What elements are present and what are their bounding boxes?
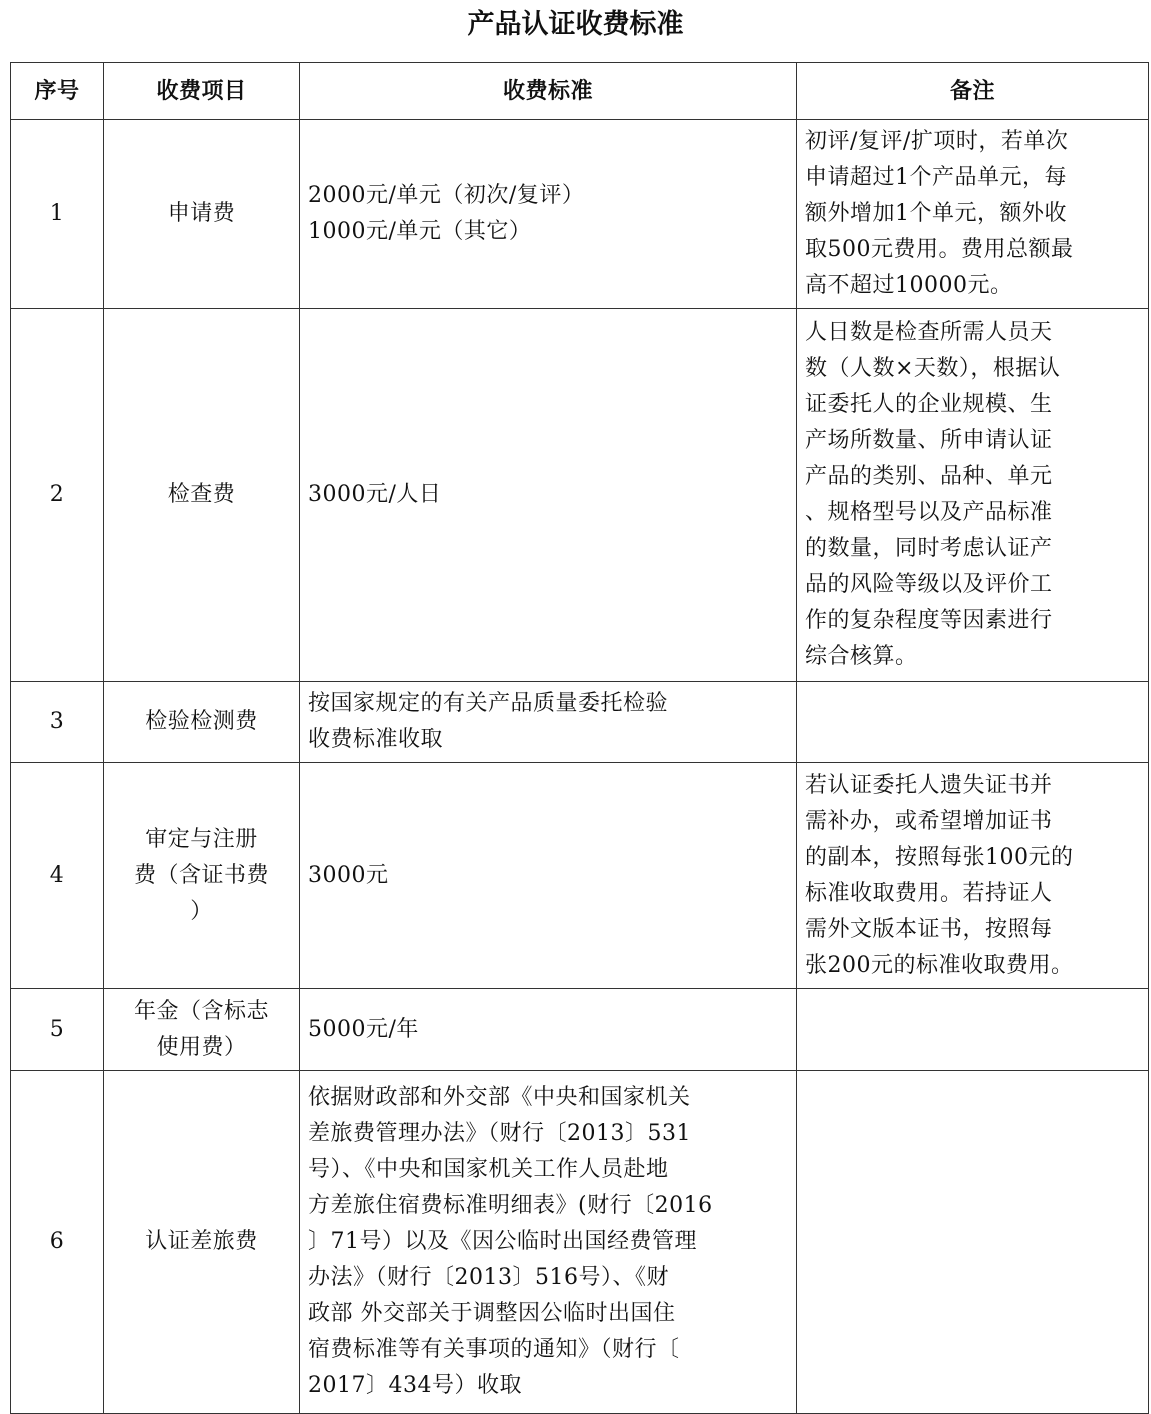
fee-note-line: 的副本，按照每张100元的 <box>805 844 1074 870</box>
fee-standard-line: 〕71号）以及《因公临时出国经费管理 <box>308 1229 697 1254</box>
fee-note-line: 初评/复评/扩项时，若单次 <box>805 129 1069 154</box>
fee-standard-line: 政部 外交部关于调整因公临时出国住 <box>308 1301 676 1326</box>
fee-note-line: 产场所数量、所申请认证 <box>805 428 1053 453</box>
table-row <box>11 682 1149 763</box>
fee-note-line: 需外文版本证书，按照每 <box>805 916 1053 942</box>
fee-item-line: 认证差旅费 <box>145 1229 258 1254</box>
fee-standard <box>300 1071 797 1414</box>
fee-note-line: 申请超过1个产品单元，每 <box>805 165 1067 190</box>
row-number: 3 <box>11 682 104 763</box>
fee-item-line: ） <box>190 898 213 924</box>
fee-item-line: 费（含证书费 <box>133 862 269 888</box>
fee-standard-line: 2017〕434号）收取 <box>308 1373 522 1398</box>
fee-item <box>104 682 300 763</box>
fee-note-line: 、规格型号以及产品标准 <box>805 500 1053 525</box>
fee-item-line: 检查费 <box>167 482 236 507</box>
fee-item-line: 申请费 <box>167 201 236 226</box>
fee-standard-line: 2000元/单元（初次/复评） <box>308 183 585 208</box>
fee-standard-line: 3000元 <box>308 862 389 888</box>
header-item: 收费项目 <box>104 63 300 120</box>
fee-standard-line: 依据财政部和外交部《中央和国家机关 <box>308 1085 691 1110</box>
table-row <box>11 989 1149 1071</box>
fee-item <box>104 1071 300 1414</box>
fee-standard-line: 宿费标准等有关事项的通知》（财行〔 <box>308 1337 680 1362</box>
fee-note-line: 张200元的标准收取费用。 <box>805 952 1074 978</box>
row-number: 2 <box>11 309 104 682</box>
fee-standard-table <box>10 62 1149 1414</box>
fee-note-line: 若认证委托人遗失证书并 <box>805 772 1053 798</box>
fee-standard-line: 方差旅住宿费标准明细表》(财行〔2016 <box>308 1193 713 1218</box>
table-header-row <box>11 63 1149 120</box>
fee-standard <box>300 989 797 1071</box>
fee-standard-line: 5000元/年 <box>308 1016 419 1042</box>
fee-note-line: 取500元费用。费用总额最 <box>805 237 1074 262</box>
fee-note-line: 额外增加1个单元，额外收 <box>805 201 1067 226</box>
fee-note-line: 的数量，同时考虑认证产 <box>805 536 1053 561</box>
fee-note-line: 标准收取费用。若持证人 <box>805 880 1053 906</box>
table-row <box>11 120 1149 309</box>
fee-note <box>797 763 1149 989</box>
fee-note-line: 数（人数×天数），根据认 <box>805 356 1061 381</box>
fee-note <box>797 1071 1149 1414</box>
fee-note <box>797 309 1149 682</box>
table-body <box>11 120 1149 1414</box>
fee-note-line: 需补办，或希望增加证书 <box>805 808 1053 834</box>
fee-standard <box>300 309 797 682</box>
fee-item <box>104 120 300 309</box>
fee-note <box>797 120 1149 309</box>
table-row <box>11 763 1149 989</box>
fee-standard-line: 差旅费管理办法》（财行〔2013〕531 <box>308 1121 691 1146</box>
fee-note-line: 证委托人的企业规模、生 <box>805 392 1053 417</box>
table-row <box>11 1071 1149 1414</box>
fee-item-line: 使用费） <box>156 1034 247 1060</box>
fee-note-line: 综合核算。 <box>805 644 918 669</box>
table-row <box>11 309 1149 682</box>
fee-item <box>104 989 300 1071</box>
document-title: 产品认证收费标准 <box>467 9 684 40</box>
fee-item-line: 审定与注册 <box>145 826 258 852</box>
fee-standard-line: 收费标准收取 <box>308 727 444 752</box>
fee-item-line: 年金（含标志 <box>133 998 269 1024</box>
fee-note-line: 产品的类别、品种、单元 <box>805 464 1053 489</box>
fee-note-line: 品的风险等级以及评价工 <box>805 572 1053 597</box>
row-number: 4 <box>11 763 104 989</box>
fee-standard-line: 1000元/单元（其它） <box>308 219 532 244</box>
fee-standard <box>300 120 797 309</box>
fee-standard-line: 按国家规定的有关产品质量委托检验 <box>308 691 669 716</box>
fee-item-line: 检验检测费 <box>145 709 258 734</box>
fee-note-line: 人日数是检查所需人员天 <box>805 320 1053 345</box>
fee-note <box>797 682 1149 763</box>
header-note: 备注 <box>797 63 1149 120</box>
row-number: 6 <box>11 1071 104 1414</box>
fee-item <box>104 309 300 682</box>
fee-standard-line: 办法》（财行〔2013〕516号）、《财 <box>308 1265 669 1290</box>
fee-standard-line: 号）、《中央和国家机关工作人员赴地 <box>308 1157 669 1182</box>
fee-standard <box>300 682 797 763</box>
header-standard: 收费标准 <box>300 63 797 120</box>
fee-standard-line: 3000元/人日 <box>308 482 442 507</box>
row-number: 5 <box>11 989 104 1071</box>
fee-standard <box>300 763 797 989</box>
fee-note-line: 作的复杂程度等因素进行 <box>805 608 1053 633</box>
header-no: 序号 <box>11 63 104 120</box>
row-number: 1 <box>11 120 104 309</box>
fee-note <box>797 989 1149 1071</box>
fee-note-line: 高不超过10000元。 <box>805 273 1013 298</box>
fee-item <box>104 763 300 989</box>
